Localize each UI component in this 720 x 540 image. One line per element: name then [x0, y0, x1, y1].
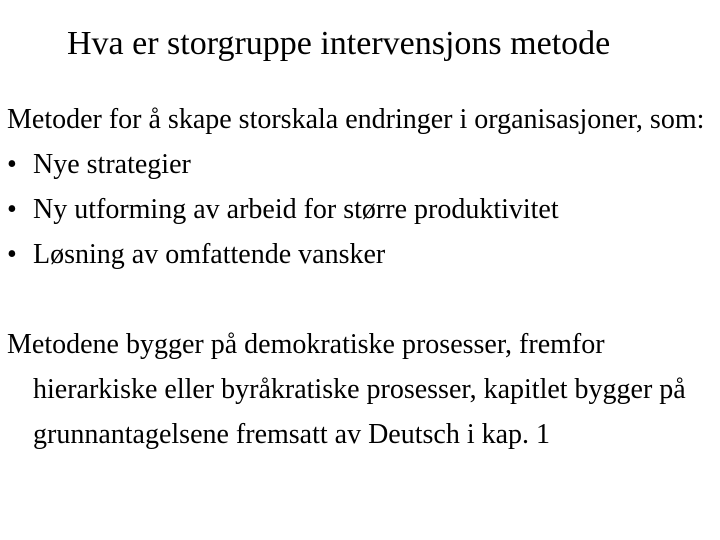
bullet-icon: •: [7, 239, 17, 270]
bullet-text: Nye strategier: [33, 149, 191, 180]
slide-title: Hva er storgruppe intervensjons metode: [67, 25, 611, 62]
paragraph-spacer: [7, 277, 712, 322]
slide-body: [7, 97, 712, 457]
bullet-icon: •: [7, 194, 17, 225]
list-item: [7, 142, 712, 187]
methods-paragraph: Metodene bygger på demokratiske prosesser, fremfor hierarkiske eller byråkratiske prosesser, kapitlet bygger på grunnantagelsene fremsatt av Deutsch i kap. 1: [7, 329, 686, 450]
bullet-text: Ny utforming av arbeid for større produktivitet: [33, 194, 559, 225]
bullet-text: Løsning av omfattende vansker: [33, 239, 386, 270]
bullet-icon: •: [7, 149, 17, 180]
intro-paragraph: Metoder for å skape storskala endringer i organisasjoner, som:: [7, 104, 705, 135]
list-item: [7, 187, 712, 232]
list-item: [7, 232, 712, 277]
bullet-list: [7, 142, 712, 277]
